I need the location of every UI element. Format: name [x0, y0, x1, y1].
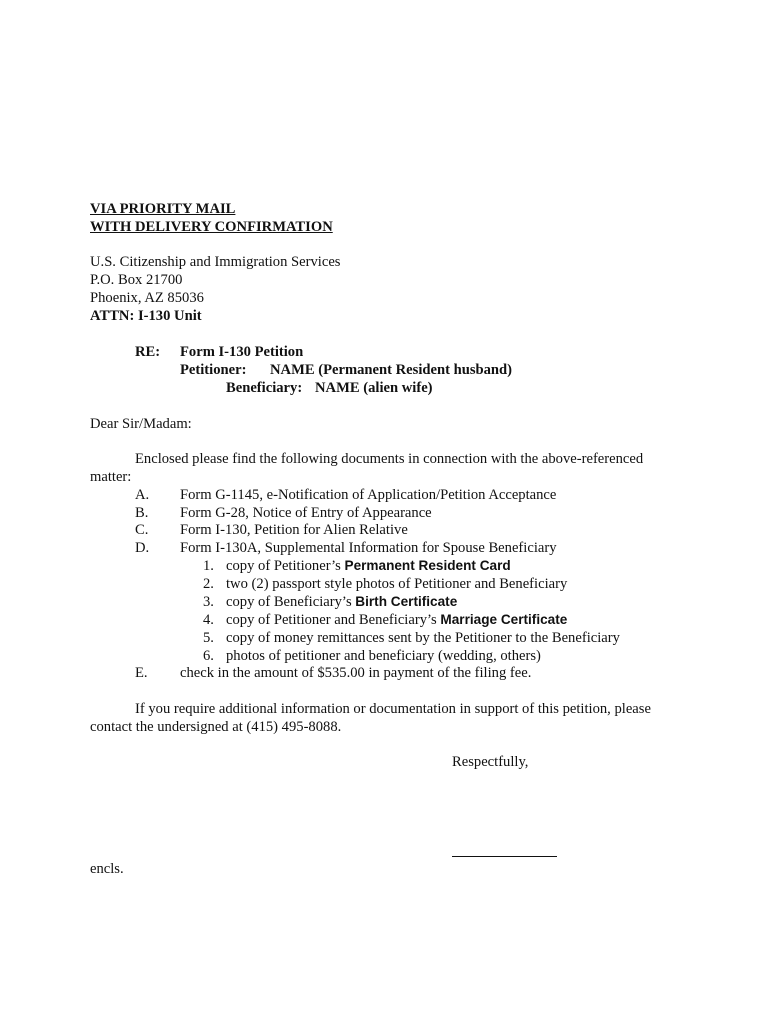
sub-item-bold: Permanent Resident Card [344, 558, 511, 573]
sub-item-text: copy of Petitioner’s [226, 558, 345, 574]
sub-item [226, 647, 541, 665]
beneficiary-name: NAME (alien wife) [315, 380, 433, 396]
sub-item-text: copy of Beneficiary’s [226, 594, 356, 610]
sub-item-bold: Birth Certificate [355, 594, 458, 609]
address-box: P.O. Box 21700 [90, 272, 183, 288]
enclosure-marker: C. [135, 522, 149, 538]
enclosures-note: encls. [90, 861, 124, 877]
beneficiary-label: Beneficiary: [226, 380, 303, 396]
closing-line1: If you require additional information or documentation in support of this petition, please [135, 701, 651, 717]
salutation: Dear Sir/Madam: [90, 416, 192, 432]
sub-item-text: photos of petitioner and beneficiary (wedding, others) [226, 648, 541, 664]
sub-item-bold: Marriage Certificate [440, 612, 568, 627]
sub-item [226, 557, 511, 575]
sub-item [226, 629, 620, 647]
sub-item [226, 593, 457, 611]
enclosure-text: Form I-130A, Supplemental Information for Spouse Beneficiary [180, 540, 557, 556]
delivery-method-line1: VIA PRIORITY MAIL [90, 201, 236, 217]
enclosure-text: Form G-28, Notice of Entry of Appearance [180, 505, 432, 521]
sub-item-text: copy of money remittances sent by the Petitioner to the Beneficiary [226, 630, 620, 646]
address-city: Phoenix, AZ 85036 [90, 290, 204, 306]
sub-item-marker: 6. [203, 648, 214, 664]
intro-line2: matter: [90, 469, 132, 485]
sub-item-marker: 4. [203, 612, 214, 628]
sub-item-marker: 1. [203, 558, 214, 574]
delivery-method-line2: WITH DELIVERY CONFIRMATION [90, 219, 333, 235]
petitioner-name: NAME (Permanent Resident husband) [270, 362, 513, 378]
intro-line1: Enclosed please find the following documents in connection with the above-referenced [135, 451, 644, 467]
enclosure-text: Form G-1145, e-Notification of Application/Petition Acceptance [180, 487, 557, 503]
signature-line [452, 856, 557, 857]
re-label: RE: [135, 344, 161, 360]
enclosure-marker: E. [135, 665, 148, 681]
sub-item [226, 611, 567, 629]
petitioner-label: Petitioner: [180, 362, 247, 378]
enclosure-text: Form I-130, Petition for Alien Relative [180, 522, 408, 538]
address-attn: ATTN: I-130 Unit [90, 308, 202, 324]
sub-item [226, 575, 567, 593]
re-form: Form I-130 Petition [180, 344, 304, 360]
sub-item-marker: 2. [203, 576, 214, 592]
sub-item-text: copy of Petitioner and Beneficiary’s [226, 612, 441, 628]
sub-item-text: two (2) passport style photos of Petitioner and Beneficiary [226, 576, 568, 592]
enclosure-text: check in the amount of $535.00 in payment of the filing fee. [180, 665, 532, 681]
address-agency: U.S. Citizenship and Immigration Services [90, 254, 341, 270]
enclosure-marker: A. [135, 487, 150, 503]
sub-item-marker: 5. [203, 630, 214, 646]
signoff: Respectfully, [452, 754, 529, 770]
sub-item-marker: 3. [203, 594, 214, 610]
enclosure-marker: D. [135, 540, 150, 556]
closing-line2: contact the undersigned at (415) 495-8088. [90, 719, 342, 735]
enclosure-marker: B. [135, 505, 149, 521]
